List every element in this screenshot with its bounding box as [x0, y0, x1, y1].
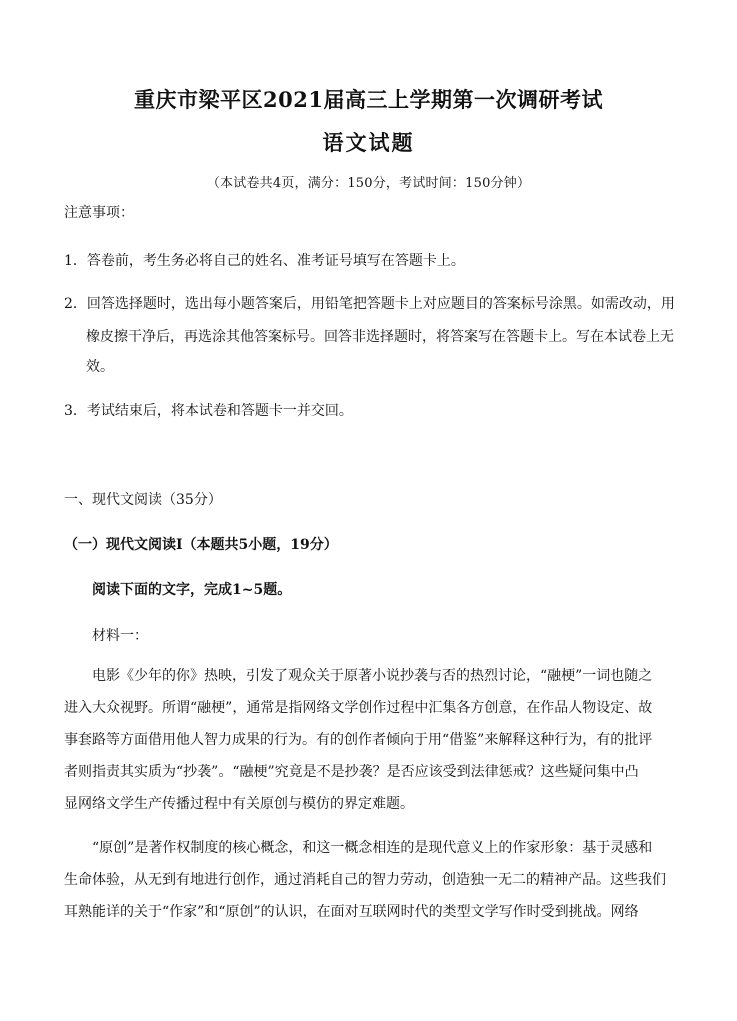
- exam-info: （本试卷共4页，满分：150分，考试时间：150分钟）: [206, 176, 531, 191]
- passage-line: 电影《少年的你》热映，引发了观众关于原著小说抄袭与否的热烈讨论，“融梗”一词也随之: [92, 668, 653, 684]
- notice-heading: 注意事项：: [64, 205, 134, 221]
- notice-item-2-line-2: 橡皮擦干净后，再选涂其他答案标号。回答非选择题时，将答案写在答题卡上。写在本试卷上无: [86, 329, 674, 345]
- notice-item-1: 1．答卷前，考生务必将自己的姓名、准考证号填写在答题卡上。: [64, 253, 465, 269]
- passage-paragraph-2: [64, 832, 676, 928]
- section-sub-heading: （一）现代文阅读Ⅰ（本题共5小题，19分）: [64, 537, 338, 553]
- passage-line: 事套路等方面借用他人智力成果的行为。有的创作者倾向于用“借鉴”来解释这种行为，有的批评: [64, 732, 653, 748]
- passage-line: 耳熟能详的关于“作家”和“原创”的认识，在面对互联网时代的类型文学写作时受到挑战。网络: [64, 904, 639, 920]
- passage-line: “原创”是著作权制度的核心概念，和这一概念相连的是现代意义上的作家形象：基于灵感和: [92, 840, 653, 856]
- passage-line: 进入大众视野。所谓“融梗”，通常是指网络文学创作过程中汇集各方创意，在作品人物设定、故: [64, 700, 653, 716]
- passage-line: 生命体验，从无到有地进行创作，通过消耗自己的智力劳动，创造独一无二的精神产品。这些我们: [64, 872, 666, 888]
- exam-subtitle: 语文试题: [322, 130, 415, 155]
- exam-title: 重庆市梁平区2021届高三上学期第一次调研考试: [134, 87, 603, 112]
- notice-item-2-line-3: 效。: [86, 359, 114, 375]
- section-heading: 一、现代文阅读（35分）: [64, 492, 222, 508]
- passage-paragraph-1: [64, 660, 676, 820]
- notice-item-2-line-1: 2．回答选择题时，选出每小题答案后，用铅笔把答题卡上对应题目的答案标号涂黑。如需改动，用: [64, 296, 675, 312]
- passage-line: 者则指责其实质为“抄袭”。“融梗”究竟是不是抄袭？是否应该受到法律惩戒？这些疑问集中凸: [64, 764, 639, 780]
- notice-item-3: 3．考试结束后，将本试卷和答题卡一并交回。: [64, 403, 353, 419]
- reading-instruction: 阅读下面的文字，完成1~5题。: [92, 582, 292, 598]
- passage-line: 显网络文学生产传播过程中有关原创与模仿的界定难题。: [64, 796, 414, 812]
- material-label: 材料一：: [92, 628, 148, 644]
